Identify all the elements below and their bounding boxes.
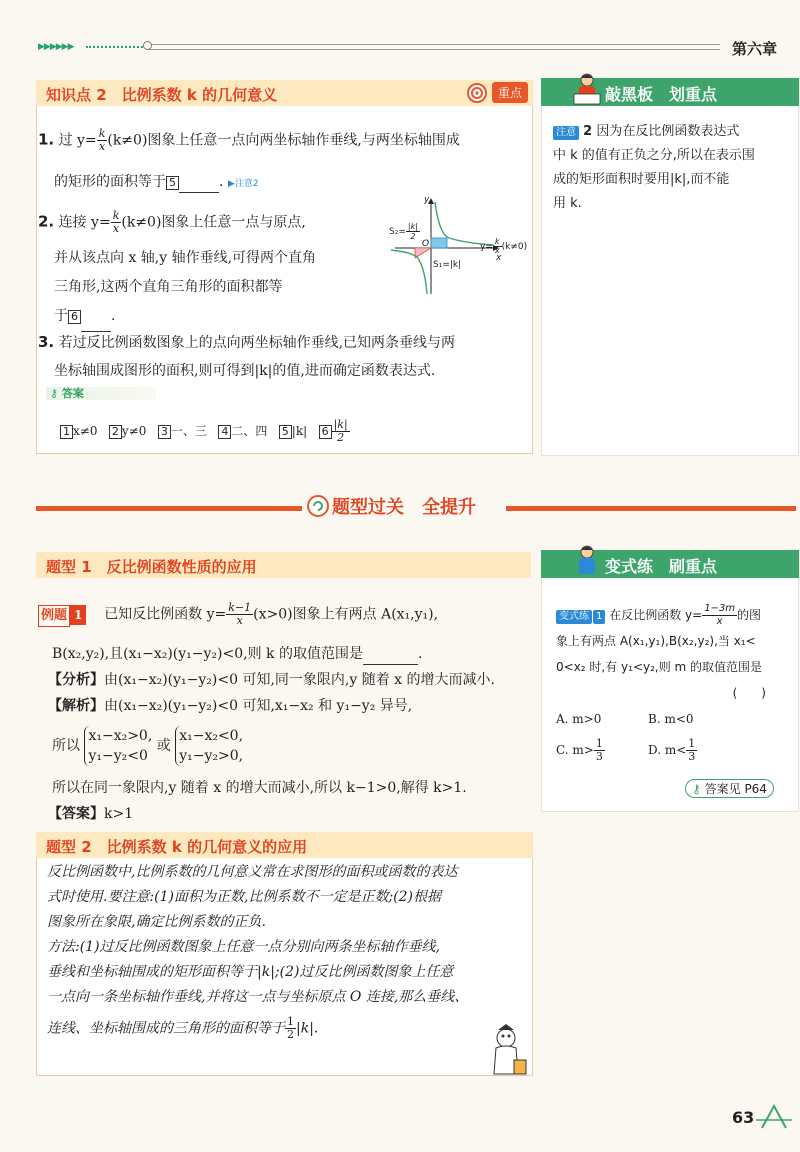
teacher-icon (571, 544, 603, 578)
answers-label: ⚷ 答案 (50, 387, 84, 400)
section-banner-title: 题型过关 全提升 (332, 497, 476, 518)
fraction: $\frac{k}{x}$ (98, 127, 106, 153)
banner-line-right (506, 506, 796, 511)
compass-icon (756, 1104, 792, 1130)
knowledge-item-3: 3. 若过反比例函数图象上的点向两坐标轴作垂线,已知两条垂线与两 坐标轴围成图形的面积,则可得到|k|的值,进而确定函数表达式. (38, 333, 456, 379)
option-b[interactable]: B. m<0 (648, 712, 694, 726)
blackboard-note: 注意 2 因为在反比例函数表达式 中 k 的值有正负之分,所以在表示围 成的矩形面积时要用|k|,而不能 用 k. (553, 124, 755, 211)
option-d[interactable]: D. m< $\frac{1}{3}$ (648, 737, 696, 763)
knowledge-item-1-cont: 的矩形的面积等于 5 . ▶注意2 (54, 172, 259, 194)
answer-reference-link[interactable]: ⚷ 答案见 P64 (685, 779, 774, 798)
blackboard-title: 敲黑板 划重点 (605, 85, 718, 104)
example-1-line1: 例题 1 已知反比例函数 y= $\frac{k-1}{x}$ (x>0)图象上有两点 A(x₁,y₁), (38, 602, 533, 627)
figure-origin-label: O (422, 239, 430, 249)
variant-title: 变式练 刷重点 (605, 557, 718, 576)
note-link[interactable]: ▶注意2 (227, 179, 259, 189)
knowledge-title: 知识点 2 比例系数 k 的几何意义 (46, 86, 278, 104)
example-1-solution: 【解析】由(x₁−x₂)(y₁−y₂)<0 可知,x₁−x₂ 和 y₁−y₂ 异号, (48, 698, 413, 714)
target-icon (467, 83, 487, 103)
figure-curve-label: y= $\frac{k}{x}$ (k≠0) (480, 237, 528, 255)
example-1-conclusion: 所以在同一象限内,y 随着 x 的增大而减小,所以 k−1>0,解得 k>1. (52, 780, 467, 796)
header-rule (148, 44, 720, 50)
header-arrows: ▶▶▶▶▶▶ (38, 42, 74, 52)
variant-question: 变式练 1 在反比例函数 y= $\frac{1-3m}{x}$ 的图 象上有两点 A(x₁,y₁),B(x₂,y₂),当 x₁< 0<x₂ 时,有 y₁<y₂,则 m 的取值范围是 ( ) (556, 603, 766, 700)
header-dots (86, 46, 146, 48)
figure-s1-label: S₁=|k| (433, 260, 462, 270)
blank-number: 6 (68, 310, 81, 324)
knowledge-item-2-cont: 并从该点向 x 轴,y 轴作垂线,可得两个直角 三角形,这两个直角三角形的面积都等 于 6 . (54, 244, 374, 332)
key-icon: ⚷ (692, 782, 701, 796)
page-number: 63 (732, 1108, 755, 1127)
chapter-title: 第六章 (732, 40, 778, 58)
answers-row: 1 x≠0 2 y≠0 3 一、三 4 二、四 5 |k| 6 $\frac{|k|}{2}$ (60, 419, 350, 444)
example-tag: 例题 (38, 605, 70, 627)
type1-title: 题型 1 反比例函数性质的应用 (46, 558, 257, 576)
example-1-answer: 【答案】k>1 (48, 806, 134, 822)
mascot-icon (488, 1024, 530, 1076)
knowledge-item-2: 2. 连接 y= $\frac{k}{x}$ (k≠0)图象上任意一点与原点, (38, 209, 306, 235)
option-c[interactable]: C. m> $\frac{1}{3}$ (556, 737, 603, 763)
header-ring-icon (143, 41, 152, 50)
option-a[interactable]: A. m>0 (556, 712, 602, 726)
teacher-icon (571, 72, 603, 106)
key-icon: ⚷ (50, 387, 59, 400)
blank-number: 5 (166, 176, 179, 190)
figure-s2-label: S₂= $\frac{|k|}{2}$ (389, 222, 418, 241)
figure-y-label: y (424, 195, 430, 205)
spiral-icon (306, 494, 330, 518)
example-1-analysis: 【分析】由(x₁−x₂)(y₁−y₂)<0 可知,同一象限内,y 随着 x 的增大而减小. (48, 672, 495, 688)
banner-line-left (36, 506, 302, 511)
figure-x-label: x (496, 253, 502, 263)
example-1-system: 所以 x₁−x₂>0, y₁−y₂<0 或 x₁−x₂<0, y₁−y₂>0, (52, 728, 244, 764)
key-point-badge: 重点 (492, 82, 528, 103)
example-1-line2: B(x₂,y₂),且(x₁−x₂)(y₁−y₂)<0,则 k 的取值范围是 . (52, 644, 422, 665)
note-tag: 注意 (553, 126, 579, 140)
knowledge-item-1: 1. 过 y= $\frac{k}{x}$ (k≠0)图象上任意一点向两坐标轴作垂线,与两坐标轴围成 (38, 127, 460, 153)
type2-text: 反比例函数中,比例系数的几何意义常在求图形的面积或函数的表达 式时使用.要注意:(1)面积为正数,比例系数不一定是正数;(2)根据 图象所在象限,确定比例系数的正负. 方法:(1)过反比例函数图象上任意一点分别向两条坐标轴作垂线, 垂线和坐标轴围成的矩形面积等于|k|;(2)过反比例函数图象上任意 一点向一条坐标轴作垂线,并将这一点与坐标原点 O 连接,那么垂线、 连线、坐标轴围成的三角形的面积等于 $\frac{1}{2}$ |k|. (47, 864, 469, 1041)
type2-title: 题型 2 比例系数 k 的几何意义的应用 (46, 838, 308, 856)
